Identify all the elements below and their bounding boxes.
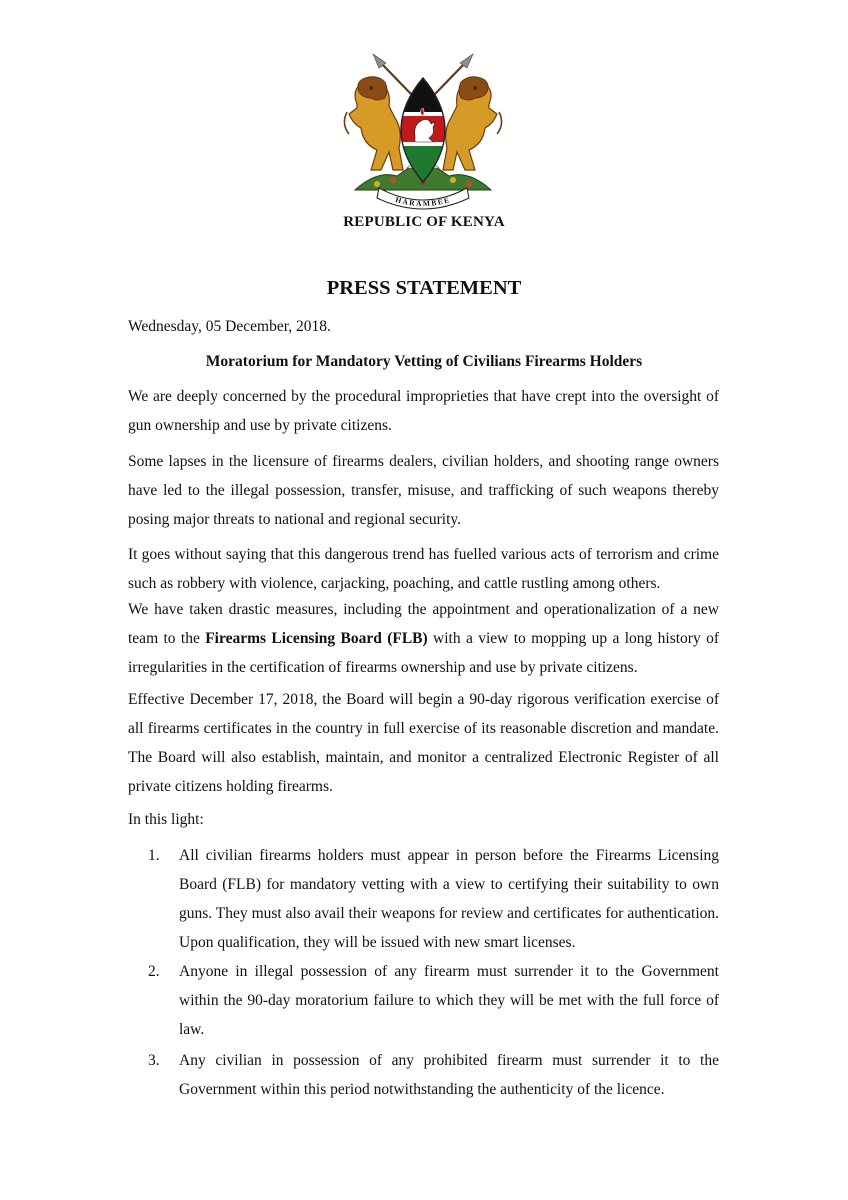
coat-of-arms-emblem: [337, 52, 509, 210]
list-text: Anyone in illegal possession of any firearm must surrender it to the Government within the 90-day moratorium failure to which they will be met with the full force of law.: [179, 963, 719, 1038]
list-number: 2.: [148, 963, 160, 980]
paragraph-1: We are deeply concerned by the procedural improprieties that have crept into the oversight of gun ownership and use by private citizens.: [128, 388, 719, 434]
paragraph-4-text-a: We have taken drastic measures, including the appointment and operationalization of a new team to the: [128, 601, 719, 647]
paragraph-6: In this light:: [128, 811, 204, 828]
list-item: [148, 1046, 719, 1104]
document-title: PRESS STATEMENT: [326, 277, 522, 299]
paragraph-4-text-b: with a view to mopping up a long history of irregularities in the certification of firearms ownership and use by private citizens.: [128, 630, 719, 676]
list-item: [148, 841, 719, 957]
country-heading: REPUBLIC OF KENYA: [343, 214, 505, 230]
list-number: 3.: [148, 1052, 160, 1069]
paragraph-2: Some lapses in the licensure of firearms dealers, civilian holders, and shooting range owners have led to the illegal possession, transfer, misuse, and trafficking of such weapons thereby posing major threats to national and regional security.: [128, 453, 719, 528]
motto-text: HARAMBEE: [394, 194, 452, 209]
list-item: [148, 957, 719, 1044]
statement-date: Wednesday, 05 December, 2018.: [128, 318, 331, 335]
list-text: Any civilian in possession of any prohibited firearm must surrender it to the Government within this period notwithstanding the authenticity of the licence.: [179, 1052, 719, 1098]
paragraph-5: Effective December 17, 2018, the Board will begin a 90-day rigorous verification exercise of all firearms certificates in the country in full exercise of its reasonable discretion and mandate. The Board will also establish, maintain, and monitor a centralized Electronic Register of all private citizens holding firearms.: [128, 691, 719, 795]
statement-subject: Moratorium for Mandatory Vetting of Civilians Firearms Holders: [205, 353, 643, 370]
flb-bold-text: Firearms Licensing Board (FLB): [205, 630, 428, 647]
paragraph-3: It goes without saying that this dangerous trend has fuelled various acts of terrorism and crime such as robbery with violence, carjacking, poaching, and cattle rustling among others.: [128, 546, 719, 592]
list-text: All civilian firearms holders must appear in person before the Firearms Licensing Board (FLB) for mandatory vetting with a view to certifying their suitability to own guns. They must also avail their weapons for review and certificates for authentication. Upon qualification, they will be issued with new smart licenses.: [179, 847, 719, 951]
list-number: 1.: [148, 847, 160, 864]
paragraph-4: [128, 595, 719, 682]
